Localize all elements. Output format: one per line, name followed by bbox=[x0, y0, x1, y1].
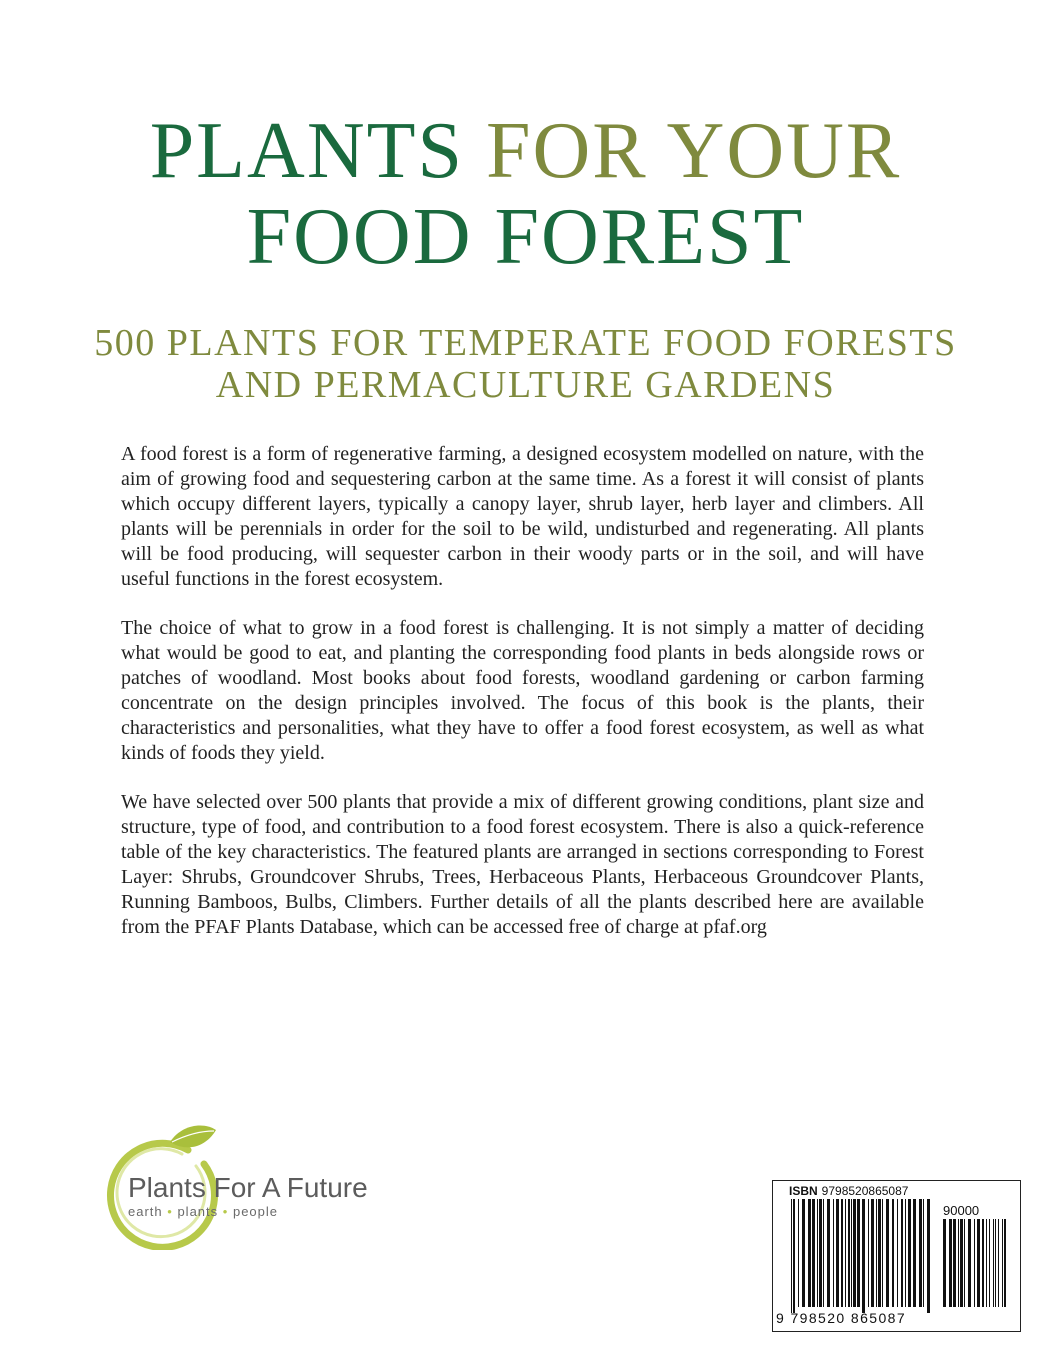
barcode-bar bbox=[848, 1199, 850, 1307]
barcode-bar bbox=[953, 1219, 956, 1307]
barcode-bar bbox=[993, 1219, 994, 1307]
barcode-bar bbox=[817, 1199, 818, 1307]
bullet-dot-icon: • bbox=[222, 1204, 229, 1219]
isbn-label: ISBN bbox=[789, 1184, 818, 1198]
isbn-barcode bbox=[772, 1180, 1021, 1332]
publisher-logo bbox=[104, 1120, 404, 1250]
bullet-dot-icon: • bbox=[167, 1204, 173, 1219]
subtitle-line-1: 500 PLANTS FOR TEMPERATE FOOD FORESTS bbox=[94, 322, 957, 364]
barcode-bar bbox=[968, 1219, 971, 1307]
barcode-bar bbox=[878, 1199, 881, 1307]
barcode-bar bbox=[808, 1199, 811, 1307]
barcode-bar bbox=[841, 1199, 843, 1307]
barcode-bar bbox=[919, 1199, 922, 1307]
barcode-bar bbox=[982, 1219, 984, 1307]
barcode-bar bbox=[868, 1199, 869, 1307]
barcode-bar bbox=[798, 1199, 799, 1307]
barcode-bar bbox=[791, 1199, 792, 1313]
isbn-addon: 90000 bbox=[943, 1203, 980, 1218]
title-words-food-forest: FOOD FOREST bbox=[246, 193, 805, 281]
barcode-bar bbox=[897, 1199, 898, 1307]
blurb-paragraph-2: The choice of what to grow in a food forest is challenging. It is not simply a matter of deciding what would be good to eat, and planting the corresponding food plants in beds alongside rows or patches of woodland. Most books about food forests, woodland gardening or carbon farming concentrate on the design principles involved. The focus of this book is the plants, their characteristics and personalities, what they have to offer a food forest ecosystem, as well as what kinds of foods they yield. bbox=[121, 617, 924, 764]
barcode-bar bbox=[1002, 1219, 1003, 1307]
barcode-bar bbox=[960, 1219, 963, 1307]
barcode-bars bbox=[773, 1181, 1020, 1331]
blurb-paragraph-3: We have selected over 500 plants that provide a mix of different growing conditions, plant size and structure, type of food, and contribution to a food forest ecosystem. There is also a quick-reference table of the key characteristics. The featured plants are arranged in sections corresponding to Forest Layer: Shrubs, Groundcover Shrubs, Trees, Herbaceous Plants, Herbaceous Groundcover Plants, Running Bamboos, Bulbs, Climbers. Further details of all the plants described here are available from the PFAF Plants Database, which can be accessed free of charge at pfaf.org bbox=[121, 791, 924, 938]
barcode-bar bbox=[851, 1199, 852, 1307]
barcode-bar bbox=[892, 1199, 894, 1307]
barcode-bar bbox=[876, 1199, 877, 1307]
book-title bbox=[0, 108, 1051, 280]
barcode-bar bbox=[836, 1199, 839, 1307]
blurb bbox=[121, 442, 924, 964]
title-words-for-your: FOR YOUR bbox=[485, 107, 902, 195]
barcode-bar bbox=[989, 1219, 990, 1307]
barcode-bar bbox=[833, 1199, 834, 1307]
isbn-number: 9798520865087 bbox=[821, 1184, 909, 1198]
barcode-bar bbox=[986, 1219, 987, 1307]
barcode-bar bbox=[802, 1199, 805, 1307]
barcode-bar bbox=[905, 1199, 906, 1307]
barcode-bar bbox=[901, 1199, 903, 1307]
barcode-bar bbox=[995, 1219, 996, 1307]
barcode-bar bbox=[923, 1199, 924, 1307]
barcode-bar bbox=[845, 1199, 846, 1307]
barcode-digits: 9 798520 865087 bbox=[776, 1310, 906, 1326]
barcode-bar bbox=[812, 1199, 815, 1307]
barcode-bar bbox=[958, 1219, 959, 1307]
subtitle-line-2: AND PERMACULTURE GARDENS bbox=[215, 364, 836, 406]
logo-name: Plants For A Future bbox=[128, 1172, 368, 1203]
tagline-word-people: people bbox=[232, 1204, 279, 1219]
barcode-bar bbox=[998, 1219, 999, 1307]
barcode-bar bbox=[949, 1219, 952, 1307]
barcode-bar bbox=[964, 1219, 965, 1307]
barcode-bar bbox=[853, 1199, 856, 1307]
blurb-paragraph-1: A food forest is a form of regenerative farming, a designed ecosystem modelled on nature, with the aim of growing food and sequestering carbon at the same time. As a forest it will consist of plants which occupy different layers, typically a canopy layer, shrub layer, herb layer and climbers. All plants will be perennials in order for the soil to be wild, undisturbed and regenerating. All plants will be food producing, will sequester carbon in their woody parts or in the soil, and will have useful functions in the forest ecosystem. bbox=[121, 443, 924, 590]
barcode-bar bbox=[943, 1219, 946, 1307]
barcode-bar bbox=[882, 1199, 883, 1307]
isbn-label-line bbox=[789, 1184, 908, 1198]
barcode-bar bbox=[819, 1199, 822, 1307]
barcode-bar bbox=[1004, 1219, 1006, 1307]
book-subtitle bbox=[0, 322, 1051, 406]
barcode-bar bbox=[886, 1199, 889, 1307]
tagline-word-earth: earth bbox=[128, 1204, 163, 1219]
barcode-bar bbox=[793, 1199, 795, 1313]
barcode-bar bbox=[862, 1199, 865, 1313]
barcode-bar bbox=[827, 1199, 830, 1307]
barcode-bar bbox=[871, 1199, 874, 1307]
barcode-bar bbox=[977, 1219, 980, 1307]
logo-tagline bbox=[128, 1204, 278, 1219]
barcode-bar bbox=[823, 1199, 824, 1307]
barcode-bar bbox=[913, 1199, 916, 1307]
tagline-word-plants: plants bbox=[177, 1204, 219, 1219]
barcode-bar bbox=[857, 1199, 860, 1307]
title-word-plants: PLANTS bbox=[149, 107, 464, 195]
barcode-bar bbox=[927, 1199, 930, 1313]
barcode-bar bbox=[908, 1199, 911, 1307]
barcode-bar bbox=[974, 1219, 975, 1307]
